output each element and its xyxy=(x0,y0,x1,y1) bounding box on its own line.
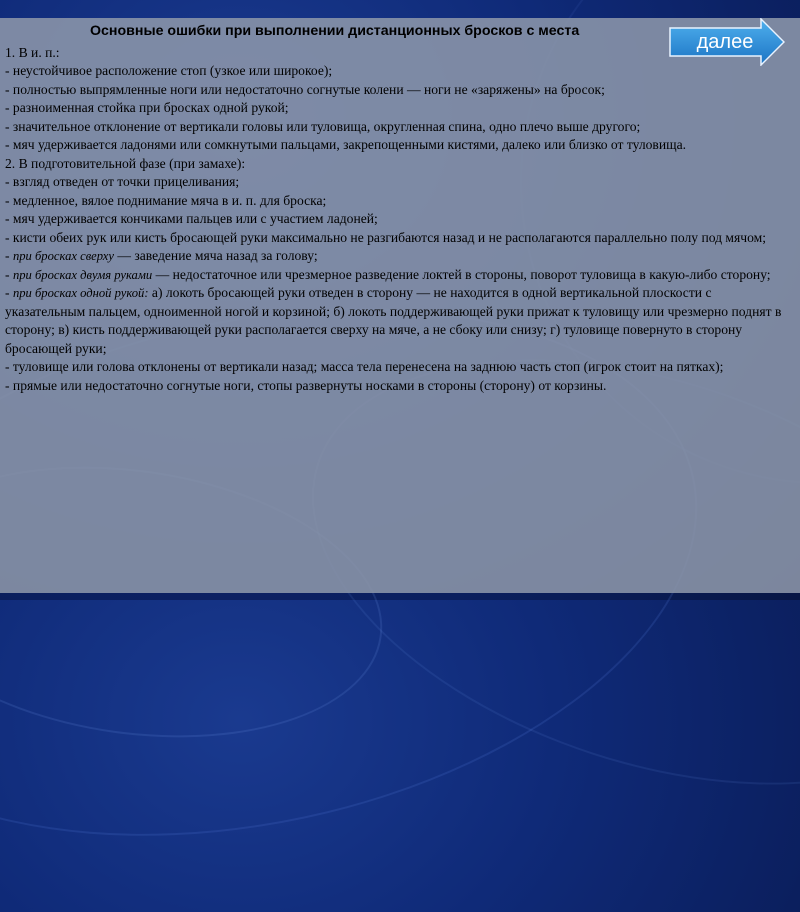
body-line: - значительное отклонение от вертикали головы или туловища, округленная спина, одно плечо выше другого; xyxy=(5,118,641,134)
next-button-label: далее xyxy=(696,30,754,53)
body-line: - при бросках сверху — заведение мяча назад за голову; xyxy=(5,248,318,263)
body-line: - мяч удерживается ладонями или сомкнутыми пальцами, закрепощенными кистями, далеко или близко от туловища. xyxy=(5,137,687,152)
body-line: - полностью выпрямленные ноги или недостаточно согнутые колени — ноги не «заряжены» на бросок; xyxy=(5,81,605,97)
body-line: - при бросках одной рукой: а) локоть бросающей руки отведен в сторону — не находится в одной вертикальной плоскости с указательным пальцем, одноименной ногой и корзиной; б) локоть поддерживающей руки прижат к туловищу или чрезмерно поднят в сторону; в) кисть поддерживающей руки располагается сверху на мяче, а не сбоку или снизу; г) туловище повернуто в сторону бросающей руки; xyxy=(5,285,782,356)
body-line: 1. В и. п.: xyxy=(5,44,60,60)
italic-term: при бросках сверху xyxy=(12,249,114,263)
body-line: - медленное, вялое поднимание мяча в и. п. для броска; xyxy=(5,192,327,208)
body-line: - взгляд отведен от точки прицеливания; xyxy=(5,174,240,189)
italic-term: при бросках двумя руками xyxy=(12,267,153,282)
italic-term: при бросках одной рукой: xyxy=(12,286,149,300)
slide-body xyxy=(5,25,790,395)
body-line: 2. В подготовительной фазе (при замахе): xyxy=(5,155,246,171)
next-button[interactable] xyxy=(669,18,785,66)
body-line: - туловище или голова отклонены от вертикали назад; масса тела перенесена на заднюю часть стоп (игрок стоит на пятках); xyxy=(5,359,724,374)
slide-title: Основные ошибки при выполнении дистанционных бросков с места xyxy=(90,23,580,39)
body-line: - при бросках двумя руками — недостаточное или чрезмерное разведение локтей в стороны, поворот туловища в какую-либо сторону; xyxy=(5,266,771,282)
body-line: - прямые или недостаточно согнутые ноги, стопы развернуты носками в стороны (сторону) от корзины. xyxy=(5,377,607,393)
body-line: - неустойчивое расположение стоп (узкое или широкое); xyxy=(5,63,333,78)
body-line: - кисти обеих рук или кисть бросающей руки максимально не разгибаются назад и не располагаются параллельно полу под мячом; xyxy=(5,229,767,245)
body-line: - разноименная стойка при бросках одной рукой; xyxy=(5,100,289,115)
body-line: - мяч удерживается кончиками пальцев или с участием ладоней; xyxy=(5,211,378,226)
